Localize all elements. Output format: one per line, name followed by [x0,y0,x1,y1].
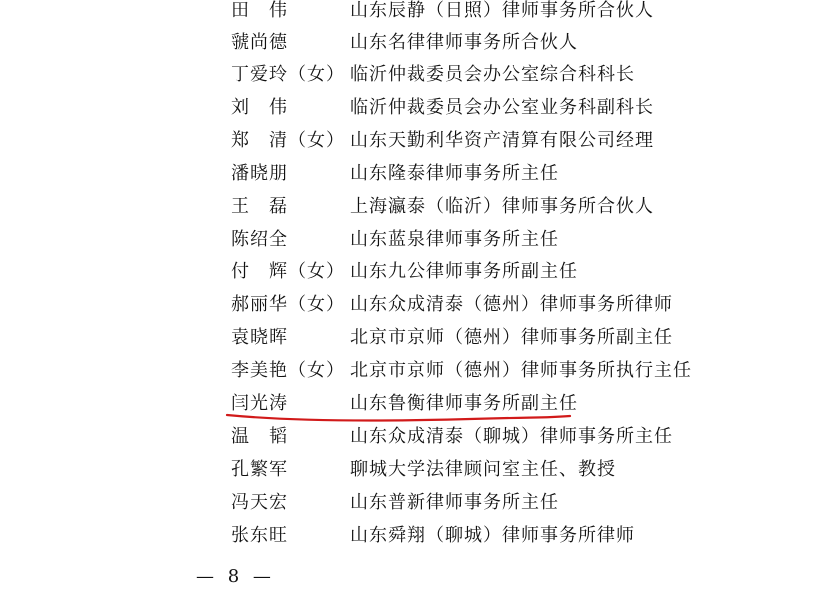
member-name: 李美艳（女） [231,360,345,381]
member-row [0,355,827,387]
member-title: 山东舜翔（聊城）律师事务所律师 [350,525,635,546]
member-title: 山东普新律师事务所主任 [350,492,559,513]
member-row [0,158,827,190]
member-name: 潘晓朋 [231,163,288,184]
member-title: 山东隆泰律师事务所主任 [350,163,559,184]
member-name: 张东旺 [231,525,288,546]
member-row [0,421,827,453]
member-name: 田 伟 [231,0,288,21]
member-title: 北京市京师（德州）律师事务所执行主任 [350,360,692,381]
member-title: 山东名律律师事务所合伙人 [350,32,578,53]
member-row [0,256,827,288]
member-title: 北京市京师（德州）律师事务所副主任 [350,327,673,348]
member-name: 王 磊 [231,196,288,217]
page-number: — 8 — [196,566,275,587]
member-name: 丁爱玲（女） [231,64,345,85]
member-title: 上海瀛泰（临沂）律师事务所合伙人 [350,196,654,217]
member-row [0,520,827,552]
member-name: 袁晓晖 [231,327,288,348]
member-name: 付 辉（女） [231,261,345,282]
member-title: 山东九公律师事务所副主任 [350,261,578,282]
member-row [0,92,827,124]
member-title: 山东蓝泉律师事务所主任 [350,229,559,250]
member-name: 虢尚德 [231,32,288,53]
member-name: 温 韬 [231,426,288,447]
member-row [0,454,827,486]
member-row [0,289,827,321]
member-title: 临沂仲裁委员会办公室业务科副科长 [350,97,654,118]
member-row [0,27,827,59]
member-name: 陈绍全 [231,229,288,250]
member-title: 山东鲁衡律师事务所副主任 [350,393,578,414]
member-title: 临沂仲裁委员会办公室综合科科长 [350,64,635,85]
member-row [0,487,827,519]
member-title: 山东众成清泰（聊城）律师事务所主任 [350,426,673,447]
member-name: 郝丽华（女） [231,294,345,315]
member-row [0,0,827,27]
member-row [0,191,827,223]
member-title: 山东众成清泰（德州）律师事务所律师 [350,294,673,315]
member-row [0,59,827,91]
member-name: 郑 清（女） [231,130,345,151]
member-row [0,322,827,354]
member-name: 闫光涛 [231,393,288,414]
member-name: 刘 伟 [231,97,288,118]
member-row [0,224,827,256]
member-title: 山东辰静（日照）律师事务所合伙人 [350,0,654,21]
member-name: 孔繁军 [231,459,288,480]
member-name: 冯天宏 [231,492,288,513]
member-title: 山东天勤利华资产清算有限公司经理 [350,130,654,151]
member-row-highlighted [0,388,827,420]
member-row [0,125,827,157]
member-title: 聊城大学法律顾问室主任、教授 [350,459,616,480]
